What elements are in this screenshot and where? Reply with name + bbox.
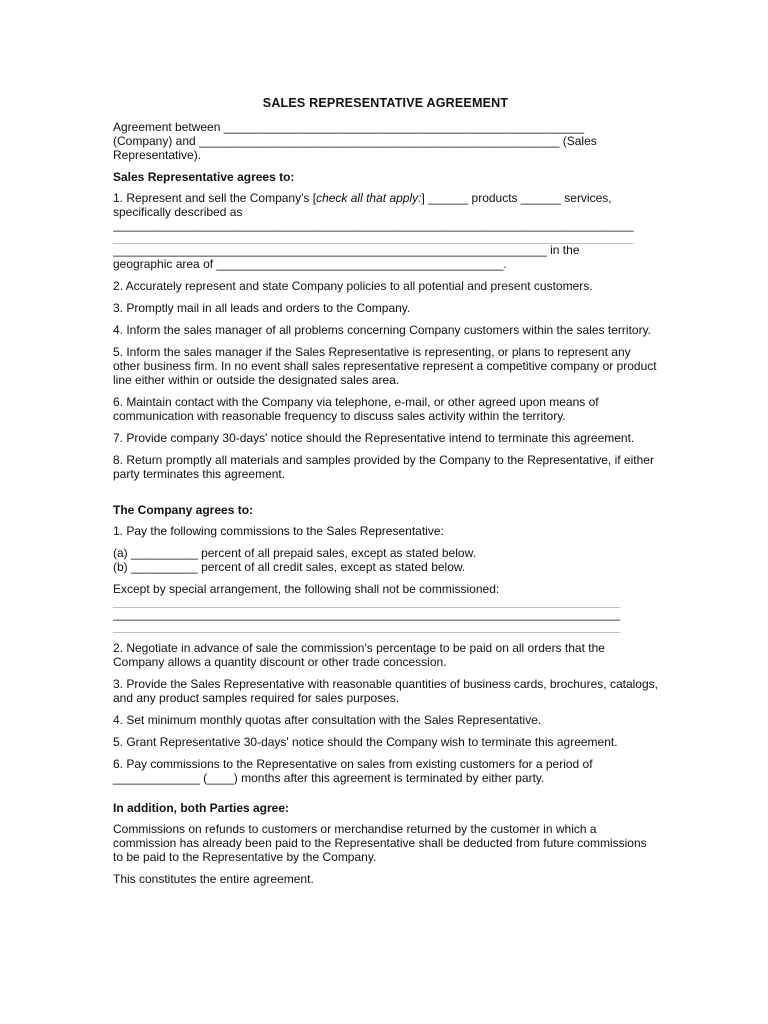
rep-item-1-text-b: ] ______ products ______ services, [421, 191, 612, 205]
rep-item-1-line-2: specifically described as [113, 205, 243, 219]
closing-statement: This constitutes the entire agreement. [113, 872, 314, 886]
document-title: SALES REPRESENTATIVE AGREEMENT [262, 96, 509, 110]
rep-item-1-italic: check all that apply: [316, 191, 422, 205]
rep-item-1-blank-2: ______________________________________________________________________________ [113, 231, 634, 244]
exceptions-blank-2: ____________________________________________________________________________ [113, 608, 621, 621]
rep-item-1-blank-3: _________________________________________________________________ in the [113, 244, 580, 257]
company-item-5: 5. Grant Representative 30-days' notice should the Company wish to terminate this agreement. [113, 735, 618, 749]
rep-item-6: 6. Maintain contact with the Company via telephone, e-mail, or other agreed upon means of communication with reasonable frequency to discuss sales activity within the territory. [113, 394, 599, 423]
section-spacer-2 [113, 793, 658, 801]
rep-item-1 [113, 191, 658, 271]
rep-item-1-area: geographic area of ___________________________________________. [113, 256, 507, 271]
exceptions-blank-1: ____________________________________________________________________________ [113, 595, 621, 608]
rep-item-2: 2. Accurately represent and state Company policies to all potential and present customers. [113, 278, 593, 293]
rep-item-1-blank-1: ______________________________________________________________________________ [113, 219, 634, 232]
rep-item-1-line-1 [113, 191, 658, 205]
exceptions-blank-3: ____________________________________________________________________________ [113, 620, 621, 633]
company-item-2: 2. Negotiate in advance of sale the commission's percentage to be paid on all orders that the Company allows a quantity discount or other trade concession. [113, 641, 605, 669]
commission-prepaid: (a) __________ percent of all prepaid sales, except as stated below. [113, 545, 476, 560]
rep-item-3: 3. Promptly mail in all leads and orders to the Company. [113, 300, 411, 315]
intro-line-1: Agreement between ______________________________________________________ [113, 120, 585, 134]
company-item-1: 1. Pay the following commissions to the Sales Representative: [113, 523, 444, 538]
exceptions-text: Except by special arrangement, the following shall not be commissioned: [113, 581, 500, 596]
company-item-3: 3. Provide the Sales Representative with reasonable quantities of business cards, brochures, catalogs, and any product samples required for sales purposes. [113, 677, 658, 705]
rep-heading: Sales Representative agrees to: [113, 170, 295, 184]
rep-item-7: 7. Provide company 30-days' notice should the Representative intend to terminate this agreement. [113, 430, 635, 445]
intro-block [113, 120, 658, 162]
agreement-document [113, 96, 658, 894]
company-heading: The Company agrees to: [113, 502, 254, 517]
rep-item-8: 8. Return promptly all materials and samples provided by the Company to the Representative, if either party terminates this agreement. [113, 452, 654, 481]
company-item-6-line-2: _____________ (____) months after this agreement is terminated by either party. [113, 771, 545, 785]
rep-item-5: 5. Inform the sales manager if the Sales Representative is representing, or plans to represent any other business firm. In no event shall sales representative represent a competitive company or product line either within or outside the designated sales area. [113, 344, 657, 387]
company-item-6 [113, 757, 658, 785]
rep-item-4: 4. Inform the sales manager of all problems concerning Company customers within the sales territory. [113, 322, 652, 337]
commission-credit: (b) __________ percent of all credit sales, except as stated below. [113, 559, 466, 574]
intro-line-3: Representative). [113, 148, 202, 162]
company-item-4: 4. Set minimum monthly quotas after consultation with the Sales Representative. [113, 713, 542, 727]
commission-rates [113, 546, 658, 574]
company-item-6-line-1: 6. Pay commissions to the Representative on sales from existing customers for a period of [113, 757, 593, 771]
exceptions-block [113, 582, 658, 634]
refund-clause: Commissions on refunds to customers or merchandise returned by the customer in which a commission has already been paid to the Representative shall be deducted from future commissions to be paid to the Representative by the Company. [113, 822, 647, 864]
rep-item-1-text-a: 1. Represent and sell the Company's [ [113, 191, 317, 205]
section-spacer [113, 489, 658, 503]
intro-line-2: (Company) and ______________________________________________________ (Sales [113, 134, 597, 148]
both-parties-heading: In addition, both Parties agree: [113, 801, 290, 815]
